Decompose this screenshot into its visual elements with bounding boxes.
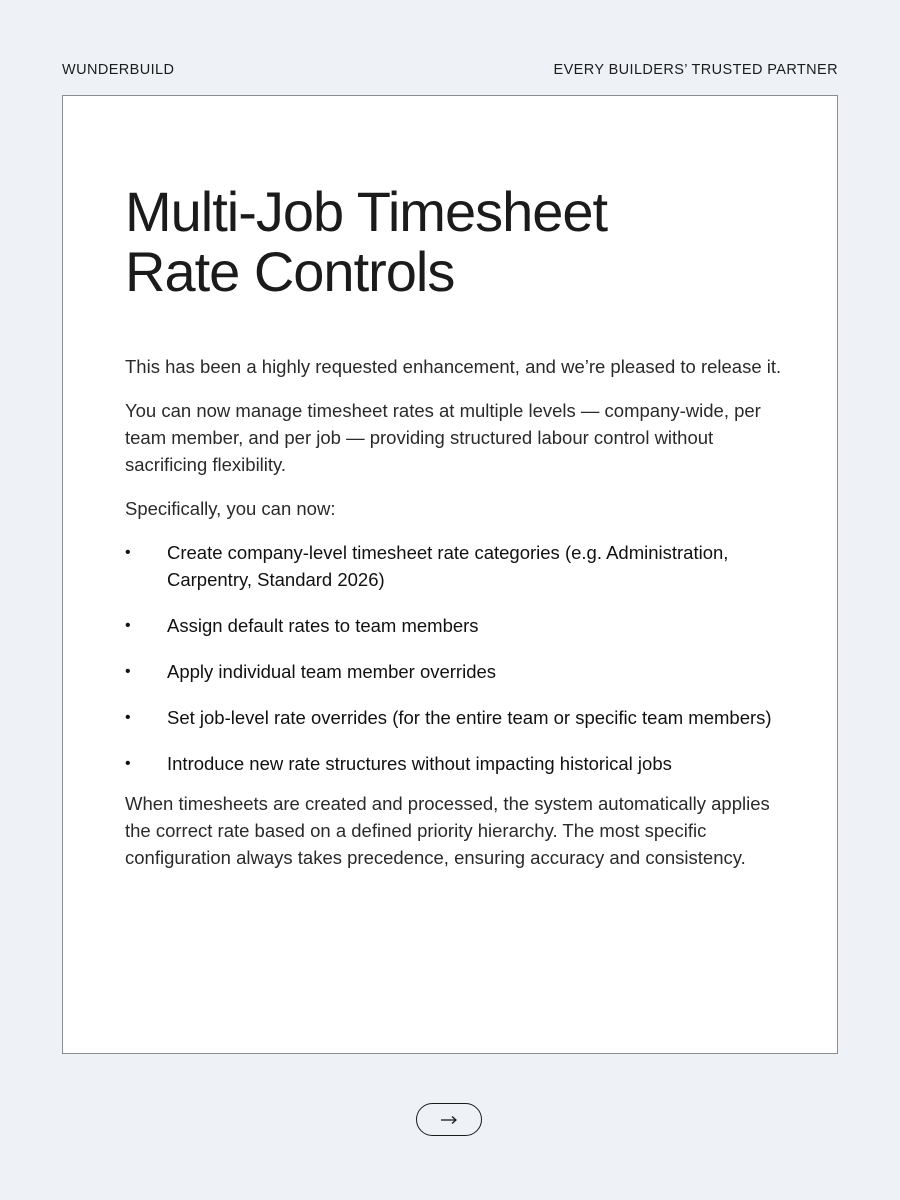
list-item <box>125 658 785 685</box>
list-item <box>125 750 785 777</box>
list-item-text: Apply individual team member overrides <box>167 661 497 682</box>
title-line-1: Multi-Job Timesheet <box>125 180 608 243</box>
closing-paragraph: When timesheets are created and processed, the system automatically applies the correct rate based on a defined priority hierarchy. The most specific configuration always takes precedence, ensuring accuracy and consistency. <box>125 793 770 868</box>
lead-paragraph: Specifically, you can now: <box>125 498 336 519</box>
feature-list <box>125 539 785 777</box>
bullet-icon: • <box>125 617 131 634</box>
list-item <box>125 704 785 731</box>
arrow-right-icon <box>440 1115 458 1125</box>
bullet-icon: • <box>125 663 131 680</box>
bullet-icon: • <box>125 544 131 561</box>
intro-paragraph: This has been a highly requested enhancement, and we’re pleased to release it. <box>125 356 782 377</box>
list-item-text: Create company-level timesheet rate categories (e.g. Administration, Carpentry, Standard 2026) <box>167 542 729 590</box>
next-button[interactable] <box>416 1103 482 1136</box>
levels-paragraph: You can now manage timesheet rates at multiple levels — company-wide, per team member, and per job — providing structured labour control without sacrificing flexibility. <box>125 400 761 475</box>
tagline: EVERY BUILDERS’ TRUSTED PARTNER <box>553 62 838 78</box>
brand-name: WUNDERBUILD <box>62 62 175 78</box>
bullet-icon: • <box>125 709 131 726</box>
page-title <box>125 182 607 302</box>
content-card <box>62 95 838 1054</box>
card-body <box>125 353 785 888</box>
list-item-text: Introduce new rate structures without impacting historical jobs <box>167 753 672 774</box>
list-item-text: Assign default rates to team members <box>167 615 479 636</box>
top-bar <box>62 60 838 80</box>
list-item-text: Set job-level rate overrides (for the entire team or specific team members) <box>167 707 772 728</box>
bullet-icon: • <box>125 755 131 772</box>
list-item <box>125 612 785 639</box>
title-line-2: Rate Controls <box>125 240 455 303</box>
list-item <box>125 539 785 593</box>
